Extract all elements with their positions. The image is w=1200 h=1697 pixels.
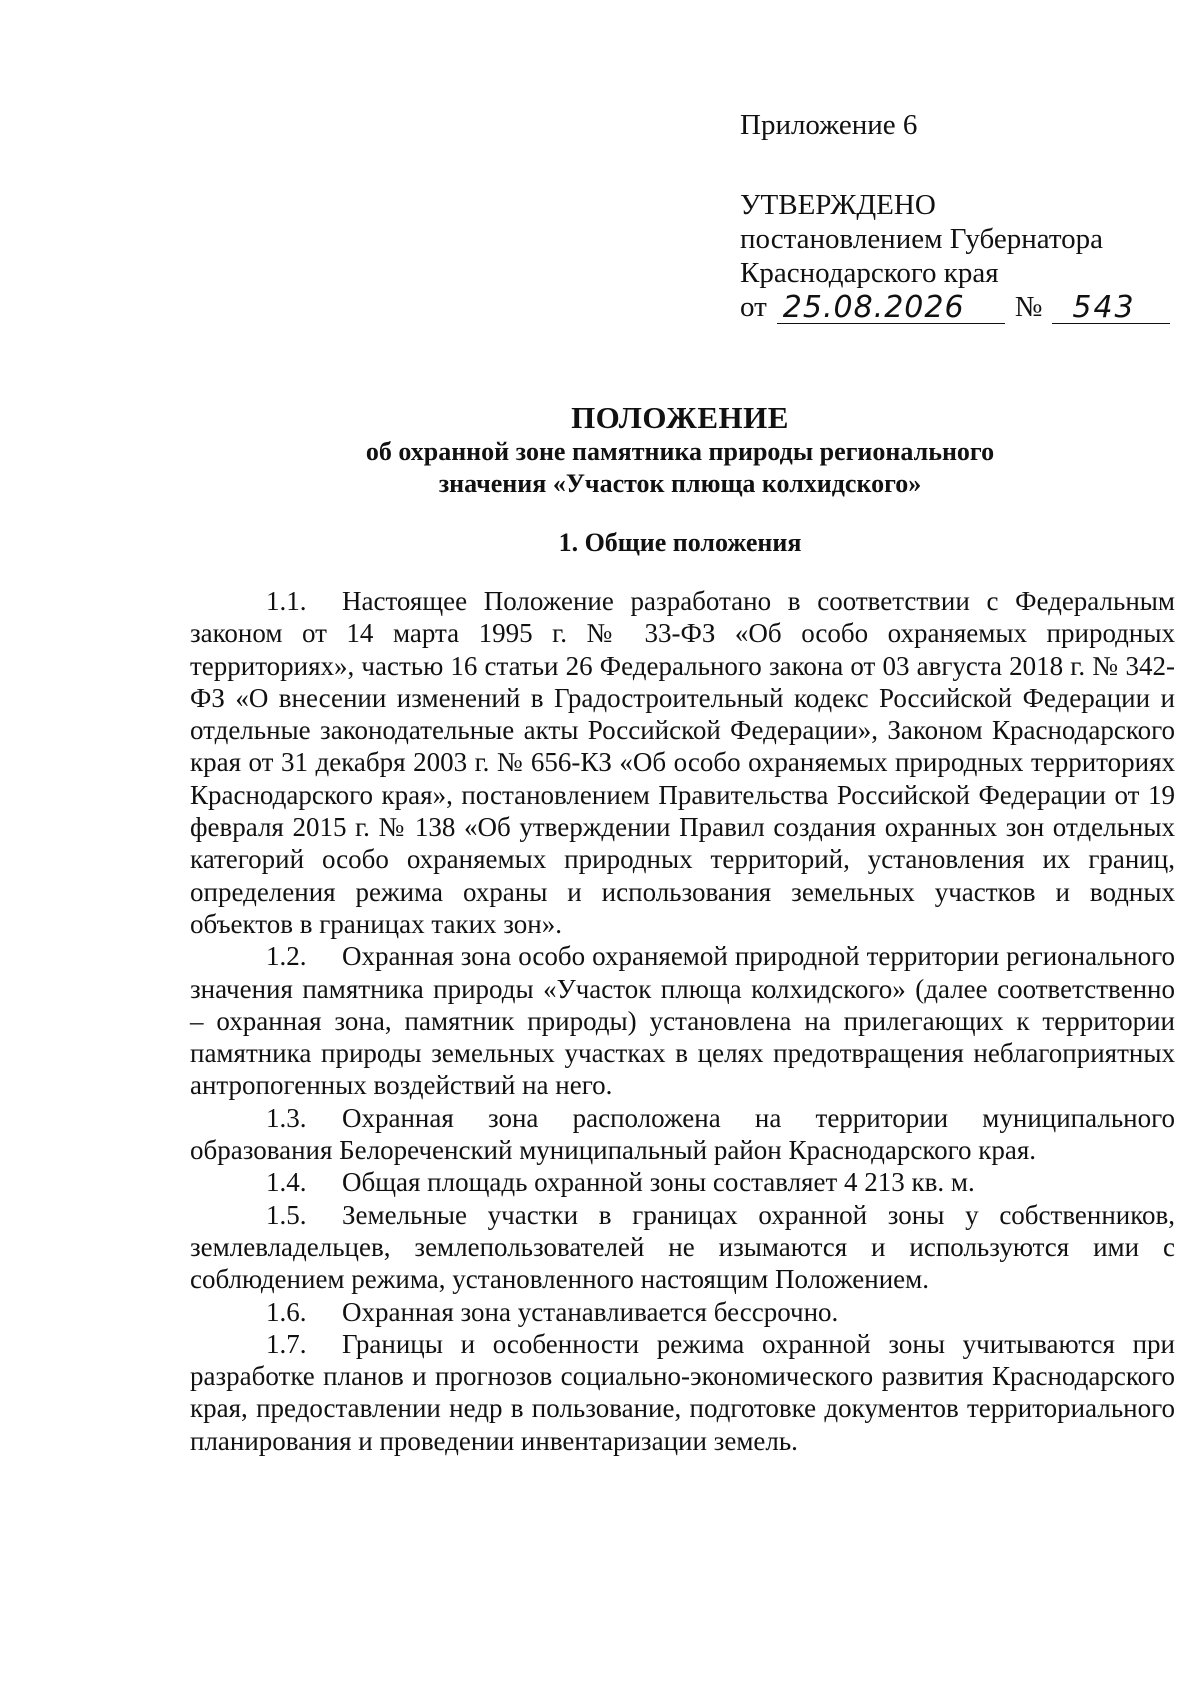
paragraph-text: Границы и особенности режима охранной зоны учитываются при разработке планов и прогнозов социально-экономического развития Краснодарского края, предоставлении недр в пользование, подготовке документов территориального планирования и проведении инвентаризации земель. xyxy=(190,1328,1175,1456)
paragraph-1-7 xyxy=(190,1328,1175,1457)
paragraph-number: 1.1. xyxy=(266,586,307,616)
document-title: ПОЛОЖЕНИЕ xyxy=(571,400,789,435)
paragraph-1-4 xyxy=(190,1166,1175,1198)
handwritten-date: 25.08.2026 xyxy=(782,290,965,325)
approval-line-1: постановлением Губернатора xyxy=(740,223,1104,255)
document-subtitle-line-2: значения «Участок плюща колхидского» xyxy=(438,469,922,498)
paragraph-text: Настоящее Положение разработано в соответствии с Федеральным законом от 14 марта 1995 г. № 33-ФЗ «Об особо охраняемых природных территориях», частью 16 статьи 26 Федерального закона от 03 августа 2018 г. № 342-ФЗ «О внесении изменений в Градостроительный кодекс Российской Федерации и отдельные законодательные акты Российской Федерации», Законом Краснодарского края от 31 декабря 2003 г. № 656-КЗ «Об особо охраняемых природных территориях Краснодарского края», постановлением Правительства Российской Федерации от 19 февраля 2015 г. № 138 «Об утверждении Правил создания охранных зон отдельных категорий особо охраняемых природных территорий, установления их границ, определения режима охраны и использования земельных участков и водных объектов в границах таких зон». xyxy=(190,586,1175,939)
paragraph-number: 1.7. xyxy=(266,1328,307,1359)
appendix-label: Приложение 6 xyxy=(740,109,918,141)
paragraph-text: Общая площадь охранной зоны составляет 4 213 кв. м. xyxy=(342,1167,975,1198)
paragraph-1-6 xyxy=(190,1296,1175,1328)
approved-label: УТВЕРЖДЕНО xyxy=(740,189,936,221)
paragraph-1-5 xyxy=(190,1199,1175,1296)
title-block xyxy=(240,400,1120,500)
approval-block xyxy=(740,108,1170,324)
paragraph-1-2 xyxy=(190,940,1175,1101)
paragraph-text: Охранная зона устанавливается бессрочно. xyxy=(342,1296,839,1327)
paragraph-text: Охранная зона расположена на территории муниципального образования Белореченский муниципальный район Краснодарского края. xyxy=(190,1102,1175,1166)
approval-line-2: Краснодарского края xyxy=(740,257,999,289)
date-prefix: от xyxy=(740,291,767,323)
paragraph-1-3 xyxy=(190,1102,1175,1167)
number-label: № xyxy=(1014,291,1043,323)
document-subtitle-line-1: об охранной зоне памятника природы регионального xyxy=(365,437,995,466)
body-text xyxy=(190,585,1175,1457)
handwritten-date-field xyxy=(777,291,1005,324)
section-heading: 1. Общие положения xyxy=(558,528,802,557)
paragraph-number: 1.2. xyxy=(266,941,307,972)
paragraph-number: 1.5. xyxy=(266,1199,307,1230)
paragraph-number: 1.6. xyxy=(266,1296,307,1327)
date-number-row xyxy=(740,290,1170,324)
paragraph-number: 1.4. xyxy=(266,1167,307,1198)
paragraph-text: Охранная зона особо охраняемой природной территории регионального значения памятника природы «Участок плюща колхидского» (далее соответственно – охранная зона, памятник природы) установлена на прилегающих к территории памятника природы земельных участках в целях предотвращения неблагоприятных антропогенных воздействий на него. xyxy=(190,941,1175,1101)
handwritten-number-field xyxy=(1052,291,1170,324)
handwritten-number: 543 xyxy=(1072,290,1136,325)
paragraph-1-1 xyxy=(190,585,1175,940)
paragraph-number: 1.3. xyxy=(266,1102,307,1133)
paragraph-text: Земельные участки в границах охранной зоны у собственников, землевладельцев, землепользователей не изымаются и используются ими с соблюдением режима, установленного настоящим Положением. xyxy=(190,1199,1175,1295)
